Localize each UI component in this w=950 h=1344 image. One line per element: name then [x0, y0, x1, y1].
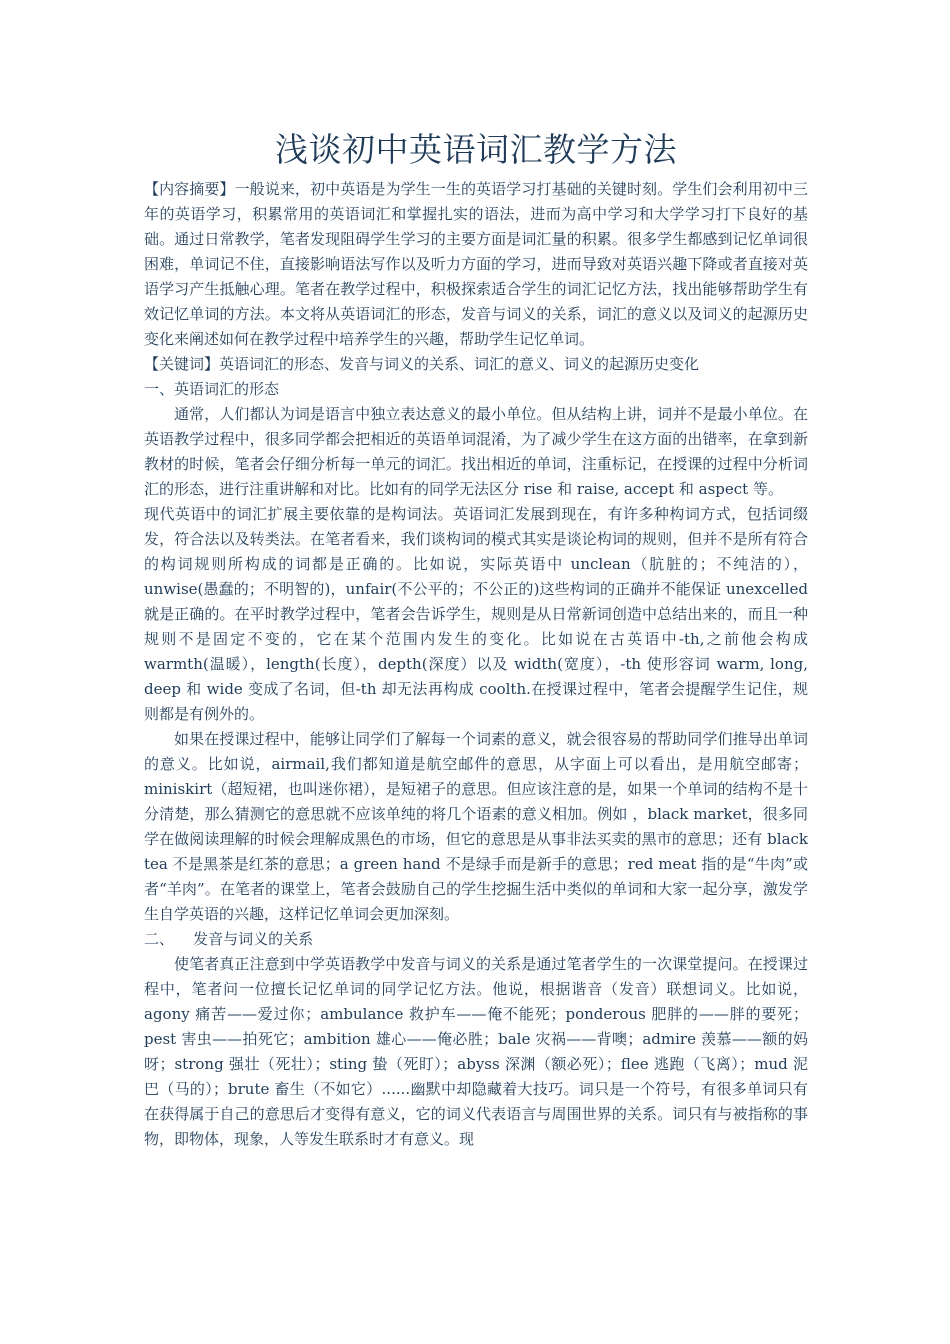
section1-paragraph-3: 如果在授课过程中，能够让同学们了解每一个词素的意义，就会很容易的帮助同学们推导出单词的意义。比如说，airmail,我们都知道是航空邮件的意思，从字面上可以看出，是用航空邮寄；miniskirt（超短裙，也叫迷你裙），是短裙子的意思。但应该注意的是，如果一个单词的结构不是十分清楚，那么猜测它的意思就不应该单纯的将几个语素的意义相加。例如 ，black market，很多同学在做阅读理解的时候会理解成黑色的市场，但它的意思是从事非法买卖的黑市的意思；还有 black tea 不是黑茶是红茶的意思；a green hand 不是绿手而是新手的意思；red meat 指的是“牛肉”或者“羊肉”。在笔者的课堂上，笔者会鼓励自己的学生挖掘生活中类似的单词和大家一起分享，激发学生自学英语的兴趣，这样记忆单词会更加深刻。	[144, 730, 808, 923]
section-heading-2: 二、 发音与词义的关系	[144, 930, 314, 948]
section1-paragraph-1: 通常，人们都认为词是语言中独立表达意义的最小单位。但从结构上讲，词并不是最小单位。在英语教学过程中，很多同学都会把相近的英语单词混淆，为了减少学生在这方面的出错率，在拿到新教材的时候，笔者会仔细分析每一单元的词汇。找出相近的单词，注重标记，在授课的过程中分析词汇的形态，进行注重讲解和对比。比如有的同学无法区分 rise 和 raise, accept 和 aspect 等。	[144, 405, 808, 498]
document-page	[144, 128, 808, 1152]
abstract-paragraph	[144, 177, 808, 352]
section1-paragraph-2: 现代英语中的词汇扩展主要依靠的是构词法。英语词汇发展到现在，有许多种构词方式，包括词缀发，符合法以及转类法。在笔者看来，我们谈构词的模式其实是谈论构词的规则，但并不是所有符合的构词规则所构成的词都是正确的。比如说，实际英语中 unclean（肮脏的；不纯洁的），unwise(愚蠢的；不明智的)，unfair(不公平的；不公正的)这些构词的正确并不能保证 unexcelled 就是正确的。在平时教学过程中，笔者会告诉学生，规则是从日常新词创造中总结出来的，而且一种规则不是固定不变的，它在某个范围内发生的变化。比如说在古英语中-th,之前他会构成 warmth(温暖），length(长度），depth(深度）以及 width(宽度），-th 使形容词 warm, long, deep 和 wide 变成了名词，但-th 却无法再构成 coolth.在授课过程中，笔者会提醒学生记住，规则都是有例外的。	[144, 505, 808, 723]
abstract-label: 【内容摘要】	[144, 180, 235, 198]
keywords-paragraph	[144, 352, 808, 377]
keywords-label: 【关键词】	[144, 355, 220, 373]
keywords-text: 英语词汇的形态、发音与词义的关系、词汇的意义、词义的起源历史变化	[219, 355, 700, 373]
section-heading-1: 一、英语词汇的形态	[144, 380, 280, 398]
document-title: 浅谈初中英语词汇教学方法	[275, 130, 677, 169]
abstract-text: 一般说来，初中英语是为学生一生的英语学习打基础的关键时刻。学生们会利用初中三年的英语学习，积累常用的英语词汇和掌握扎实的语法，进而为高中学习和大学学习打下良好的基础。通过日常教学，笔者发现阻碍学生学习的主要方面是词汇量的积累。很多学生都感到记忆单词很困难，单词记不住，直接影响语法写作以及听力方面的学习，进而导致对英语兴趣下降或者直接对英语学习产生抵触心理。笔者在教学过程中，积极探索适合学生的词汇记忆方法，找出能够帮助学生有效记忆单词的方法。本文将从英语词汇的形态，发音与词义的关系，词汇的意义以及词义的起源历史变化来阐述如何在教学过程中培养学生的兴趣，帮助学生记忆单词。	[144, 180, 808, 348]
section2-paragraph-1: 使笔者真正注意到中学英语教学中发音与词义的关系是通过笔者学生的一次课堂提问。在授课过程中，笔者问一位擅长记忆单词的同学记忆方法。他说，根据谐音（发音）联想词义。比如说，agony 痛苦——爱过你；ambulance 救护车——俺不能死；ponderous 肥胖的——胖的要死；pest 害虫——拍死它；ambition 雄心——俺必胜；bale 灾祸——背噢；admire 羡慕——额的妈呀；strong 强壮（死壮）；sting 蛰（死盯）；abyss 深渊（额必死）；flee 逃跑（飞离）；mud 泥巴（马的）；brute 畜生（不如它）......幽默中却隐藏着大技巧。词只是一个符号，有很多单词只有在获得属于自己的意思后才变得有意义，它的词义代表语言与周围世界的关系。词只有与被指称的事物，即物体，现象，人等发生联系时才有意义。现	[144, 955, 808, 1148]
